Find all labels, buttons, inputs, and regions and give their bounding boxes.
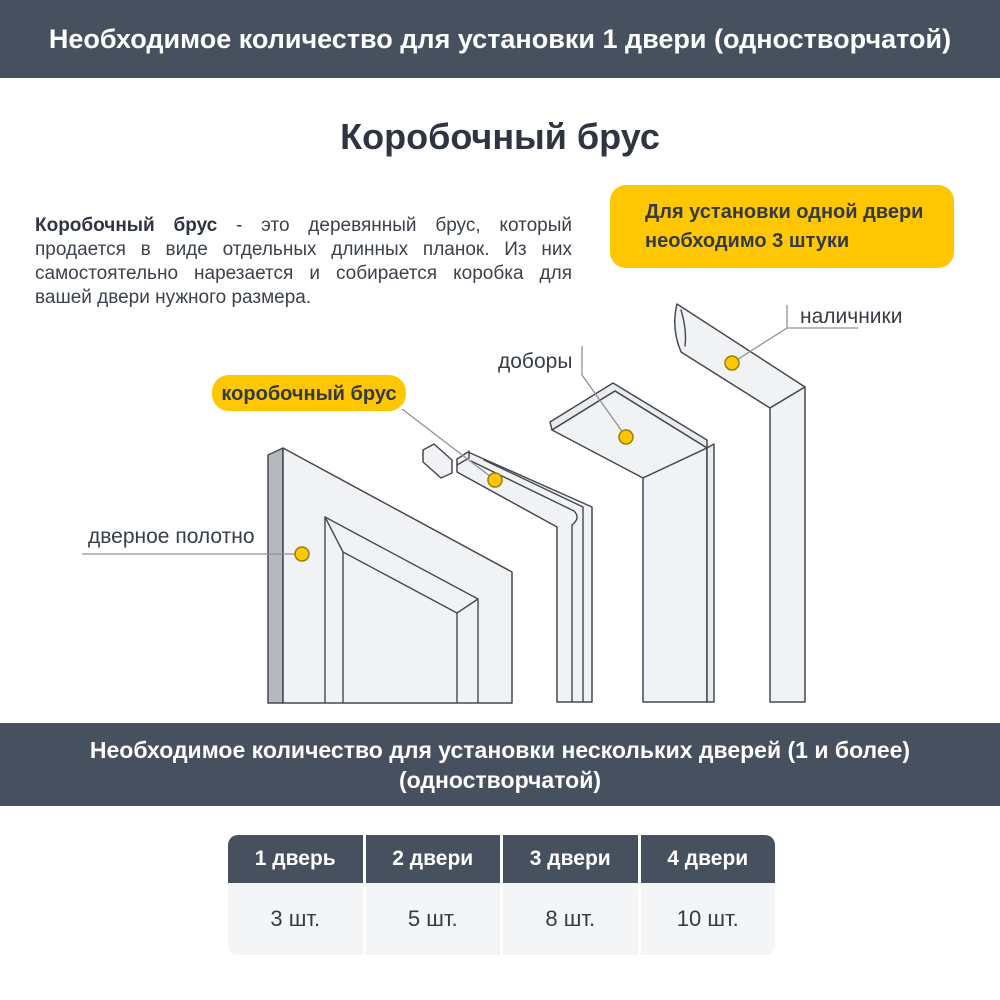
marker-dot-door-leaf: [295, 547, 309, 561]
label-door-leaf: дверное полотно: [88, 525, 255, 548]
qty-badge: [610, 185, 954, 268]
badge-line-2: необходимо 3 штуки: [645, 230, 850, 252]
bottom-banner-line-1: Необходимое количество для установки нескольких дверей (1 и более): [89, 736, 911, 763]
intro-lead: Коробочный брус: [35, 215, 218, 236]
page-title: Коробочный брус: [340, 116, 660, 157]
frame-bar-cap: [423, 444, 452, 478]
door-leaf-edge: [268, 448, 283, 703]
casings-strip: [675, 304, 805, 408]
qty-table: [228, 835, 775, 955]
table-header-cell-4: 4 двери: [641, 835, 776, 883]
table-header-cell-1: 1 дверь: [228, 835, 363, 883]
extensions-post-edge: [707, 444, 714, 702]
table-value-cell-2: 5 шт.: [366, 883, 501, 955]
bottom-banner-line-2: (одностворчатой): [398, 766, 601, 793]
table-value-cell-4: 10 шт.: [641, 883, 776, 955]
casings-post: [770, 387, 805, 702]
top-banner-text: Необходимое количество для установки 1 двери (одностворчатой): [48, 23, 952, 54]
intro-text: - это деревянный брус, который продается в виде отдельных длинных планок. Из них самостоятельно нарезается и собирается коробка для вашей двери нужного размера.: [35, 215, 572, 308]
label-extensions: доборы: [498, 350, 573, 373]
bottom-banner: [0, 723, 1000, 806]
label-frame-bar: коробочный брус: [221, 383, 397, 405]
marker-dot-casings: [725, 356, 739, 370]
table-header-cell-3: 3 двери: [503, 835, 638, 883]
badge-line-1: Для установки одной двери: [645, 201, 924, 223]
marker-dot-frame-bar: [488, 473, 502, 487]
table-value-cell-3: 8 шт.: [503, 883, 638, 955]
label-casings: наличники: [800, 305, 903, 328]
table-header-cell-2: 2 двери: [366, 835, 501, 883]
marker-dot-extensions: [619, 430, 633, 444]
extensions-post: [643, 448, 707, 702]
door-parts-diagram: [0, 280, 1000, 720]
table-value-cell-1: 3 шт.: [228, 883, 363, 955]
top-banner: [0, 0, 1000, 78]
